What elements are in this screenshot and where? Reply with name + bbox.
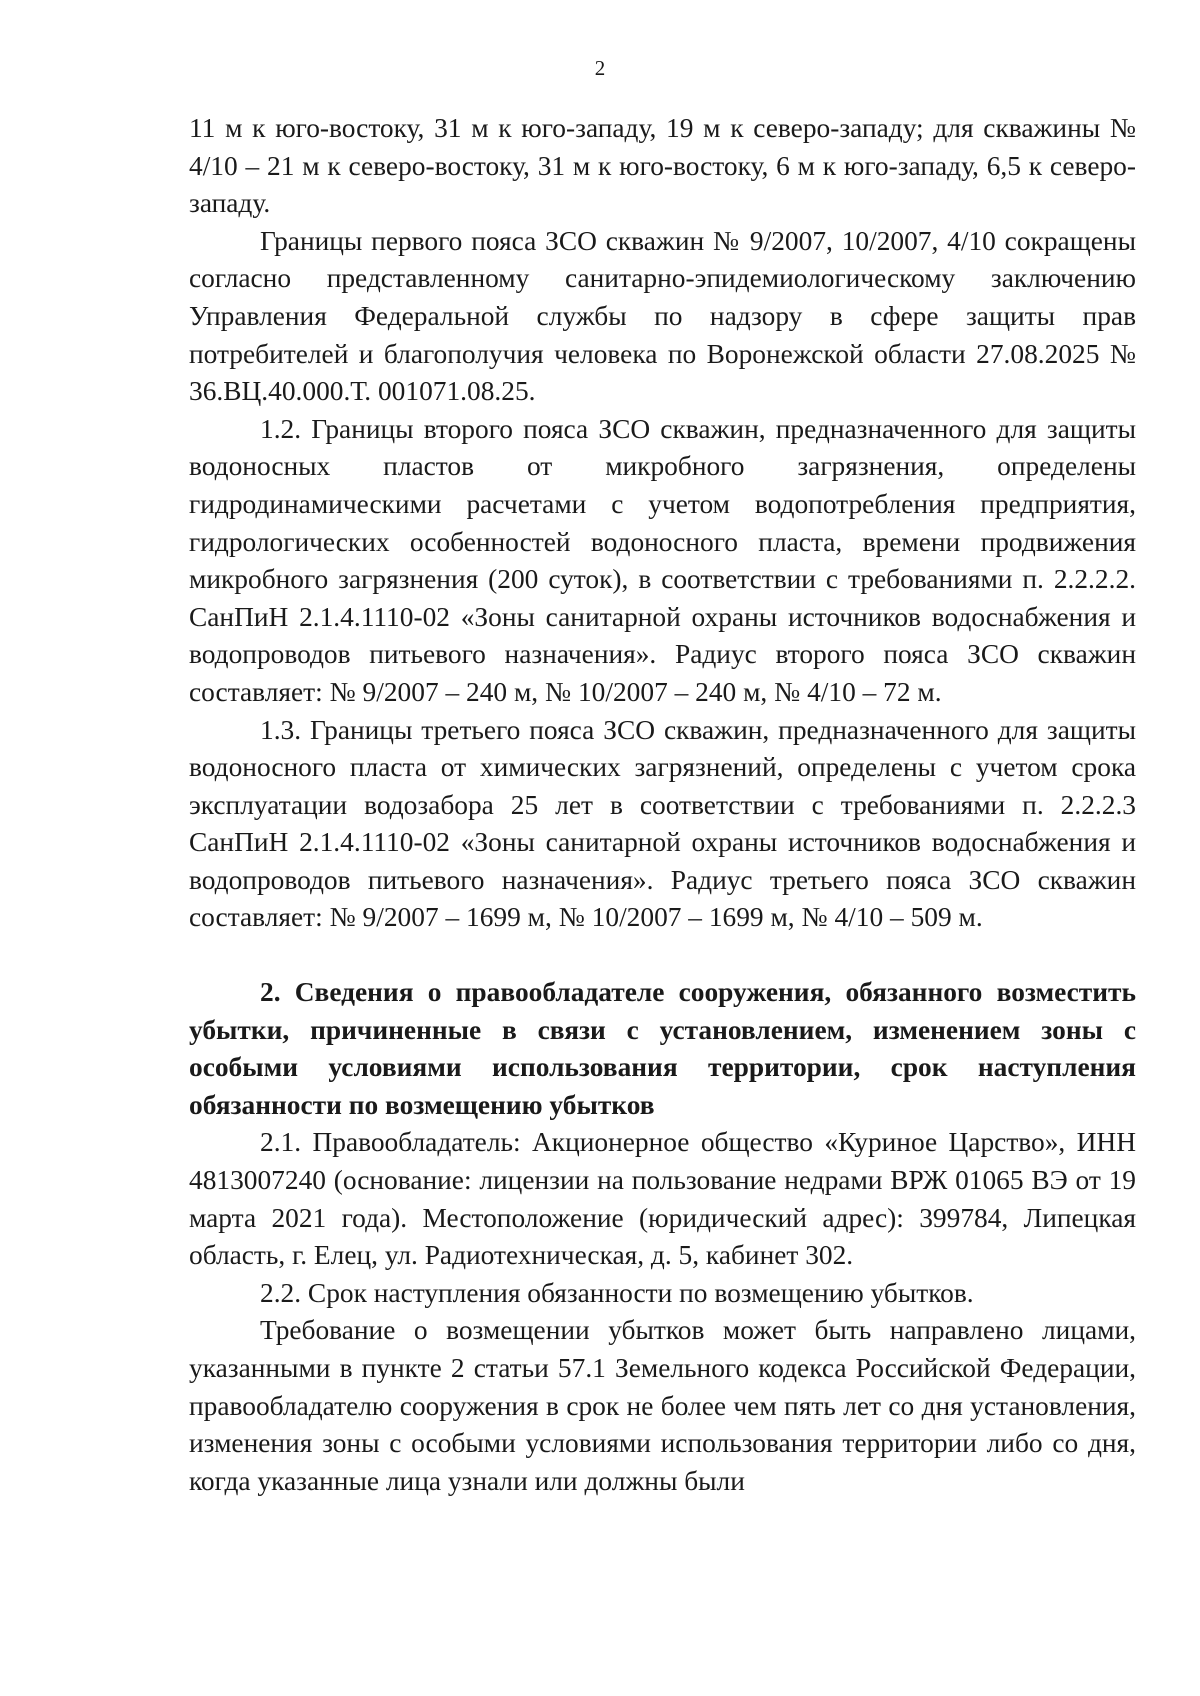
document-body	[189, 110, 1136, 1500]
paragraph-1-2-second-zone: 1.2. Границы второго пояса ЗСО скважин, предназначенного для защиты водоносных пластов от микробного загрязнения, определены гидродинамическими расчетами с учетом водопотребления предприятия, гидрологических особенностей водоносного пласта, времени продвижения микробного загрязнения (200 суток), в соответствии с требованиями п. 2.2.2.2. СанПиН 2.1.4.1110-02 «Зоны санитарной охраны источников водоснабжения и водопроводов питьевого назначения». Радиус второго пояса ЗСО скважин составляет: № 9/2007 – 240 м, № 10/2007 – 240 м, № 4/10 – 72 м.	[189, 413, 1136, 707]
section-2-heading: 2. Сведения о правообладателе сооружения, обязанного возместить убытки, причиненные в связи с установлением, изменением зоны с особыми условиями использования территории, срок наступления обязанности по возмещению убытков	[189, 977, 1136, 1120]
paragraph-2-2-deadline: 2.2. Срок наступления обязанности по возмещению убытков.	[260, 1277, 974, 1308]
page-number: 2	[594, 56, 606, 80]
paragraph-2-1-owner: 2.1. Правообладатель: Акционерное общество «Куриное Царство», ИНН 4813007240 (основание: лицензии на пользование недрами ВРЖ 01065 ВЭ от 19 марта 2021 года). Местоположение (юридический адрес): 399784, Липецкая область, г. Елец, ул. Радиотехническая, д. 5, кабинет 302.	[189, 1127, 1136, 1271]
paragraph-continuation: 11 м к юго-востоку, 31 м к юго-западу, 19 м к северо-западу; для скважины № 4/10 – 21 м к северо-востоку, 31 м к юго-востоку, 6 м к юго-западу, 6,5 к северо-западу.	[189, 113, 1136, 219]
paragraph-1-3-third-zone: 1.3. Границы третьего пояса ЗСО скважин, предназначенного для защиты водоносного пласта от химических загрязнений, определены с учетом срока эксплуатации водозабора 25 лет в соответствии с требованиями п. 2.2.2.3 СанПиН 2.1.4.1110-02 «Зоны санитарной охраны источников водоснабжения и водопроводов питьевого назначения». Радиус третьего пояса ЗСО скважин составляет: № 9/2007 – 1699 м, № 10/2007 – 1699 м, № 4/10 – 509 м.	[189, 714, 1136, 933]
paragraph-first-zone-reduction: Границы первого пояса ЗСО скважин № 9/2007, 10/2007, 4/10 сокращены согласно представленному санитарно-эпидемиологическому заключению Управления Федеральной службы по надзору в сфере защиты прав потребителей и благополучия человека по Воронежской области 27.08.2025 № 36.ВЦ.40.000.Т. 001071.08.25.	[189, 225, 1136, 407]
paragraph-claim-requirement: Требование о возмещении убытков может быть направлено лицами, указанными в пункте 2 статьи 57.1 Земельного кодекса Российской Федерации, правообладателю сооружения в срок не более чем пять лет со дня установления, изменения зоны с особыми условиями использования территории либо со дня, когда указанные лица узнали или должны были	[189, 1315, 1136, 1496]
